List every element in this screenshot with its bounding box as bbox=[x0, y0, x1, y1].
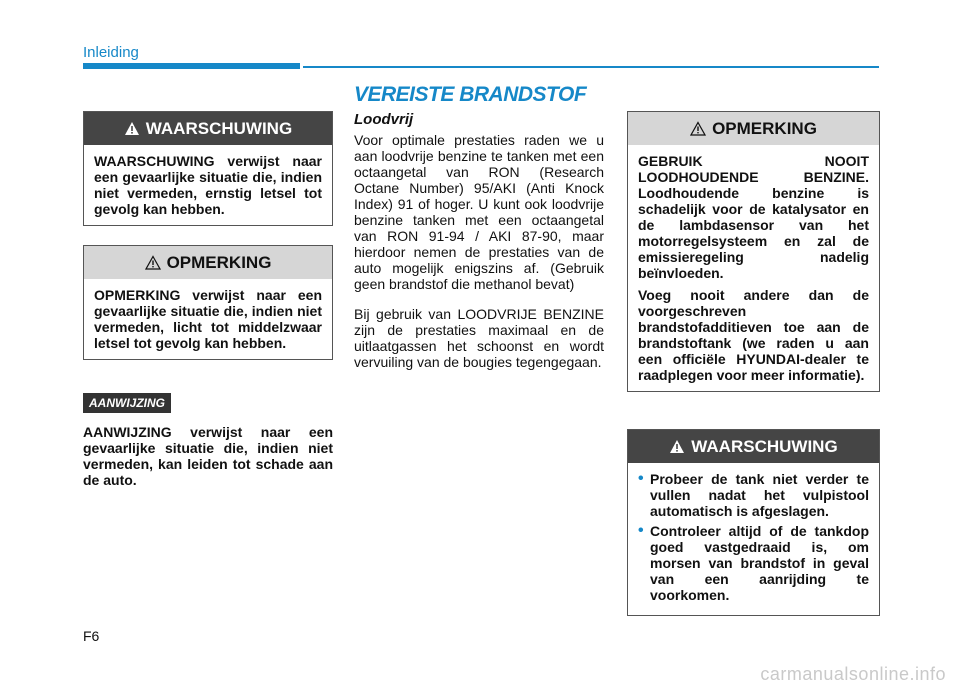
fuel-warning-header bbox=[628, 430, 879, 463]
fuel-requirements-text bbox=[354, 112, 604, 384]
unleaded-paragraph-1: Voor optimale prestaties raden we u aan loodvrije benzine te tanken met een octaangetal van RON (Research Octane Number) 95/AKI (Anti Knock Index) 91 of hoger. U kunt ook loodvrije benzine tanken met een octaangetal van RON 91-94 / AKI 87-90, maar hierdoor nemen de prestaties van de auto mogelijk enigszins af. (Gebruik geen brandstof die methanol bevat) bbox=[354, 132, 604, 292]
watermark: carmanualsonline.info bbox=[760, 664, 946, 684]
section-title: Inleiding bbox=[83, 44, 139, 61]
fuel-caution-heading: OPMERKING bbox=[712, 118, 817, 138]
fuel-warning-bullet-2: • Controleer altijd of de tankdop goed vastgedraaid is, om morsen van brandstof in geval van een aanrijding te voorkomen. bbox=[638, 523, 869, 603]
warning-legend-header bbox=[84, 112, 332, 145]
page-number: F6 bbox=[83, 628, 100, 644]
unleaded-subheading: Loodvrij bbox=[354, 111, 414, 128]
caution-legend-heading: OPMERKING bbox=[166, 252, 272, 272]
fuel-warning-bullet-1: • Probeer de tank niet verder te vullen nadat het vulpistool automatisch is afgeslagen. bbox=[638, 471, 869, 519]
fuel-caution-paragraph-1: GEBRUIK NOOIT LOODHOUDENDE BENZINE. Loodhoudende benzine is schadelijk voor de katalysator en de lambdasensor van het motorregelsysteem en zal de emissieregeling nadelig beïnvloeden. bbox=[638, 153, 869, 281]
fuel-warning-list bbox=[638, 471, 869, 603]
caution-outline-icon bbox=[690, 121, 706, 136]
unleaded-paragraph-2: Bij gebruik van LOODVRIJE BENZINE zijn de prestaties maximaal en de uitlaatgassen het schoonst en wordt vervuiling van de bougies tegengegaan. bbox=[354, 306, 604, 370]
fuel-caution-body bbox=[628, 145, 879, 391]
notice-tag: AANWIJZING bbox=[83, 393, 171, 413]
header-rule-thick bbox=[83, 63, 300, 69]
fuel-caution-paragraph-2: Voeg nooit andere dan de voorgeschreven brandstofadditieven toe aan de brandstoftank (we raden u aan een officiële HYUNDAI-dealer te raadplegen voor meer informatie). bbox=[638, 287, 869, 383]
notice-text: AANWIJZING verwijst naar een gevaarlijke situatie die, indien niet vermeden, kan leiden tot schade aan de auto. bbox=[83, 424, 333, 488]
warning-filled-icon bbox=[124, 121, 140, 136]
caution-legend-text: OPMERKING verwijst naar een gevaarlijke situatie die, indien niet vermeden, licht tot middelzwaar letsel tot gevolg kan hebben. bbox=[94, 287, 322, 351]
fuel-caution-header bbox=[628, 112, 879, 145]
warning-legend-text: WAARSCHUWING verwijst naar een gevaarlijke situatie die, indien niet vermeden, ernstig letsel tot gevolg kan hebben. bbox=[94, 153, 322, 217]
fuel-warning-box bbox=[627, 429, 880, 616]
warning-filled-icon bbox=[669, 439, 685, 454]
fuel-warning-heading: WAARSCHUWING bbox=[691, 436, 838, 456]
caution-outline-icon bbox=[145, 255, 161, 270]
caution-legend-header bbox=[84, 246, 332, 279]
header-rule-thin bbox=[303, 66, 879, 68]
page-title: VEREISTE BRANDSTOF bbox=[354, 83, 587, 106]
fuel-warning-body bbox=[628, 463, 879, 615]
caution-legend-box bbox=[83, 245, 333, 360]
warning-legend-heading: WAARSCHUWING bbox=[145, 118, 293, 138]
warning-legend-box bbox=[83, 111, 333, 226]
fuel-caution-box bbox=[627, 111, 880, 392]
